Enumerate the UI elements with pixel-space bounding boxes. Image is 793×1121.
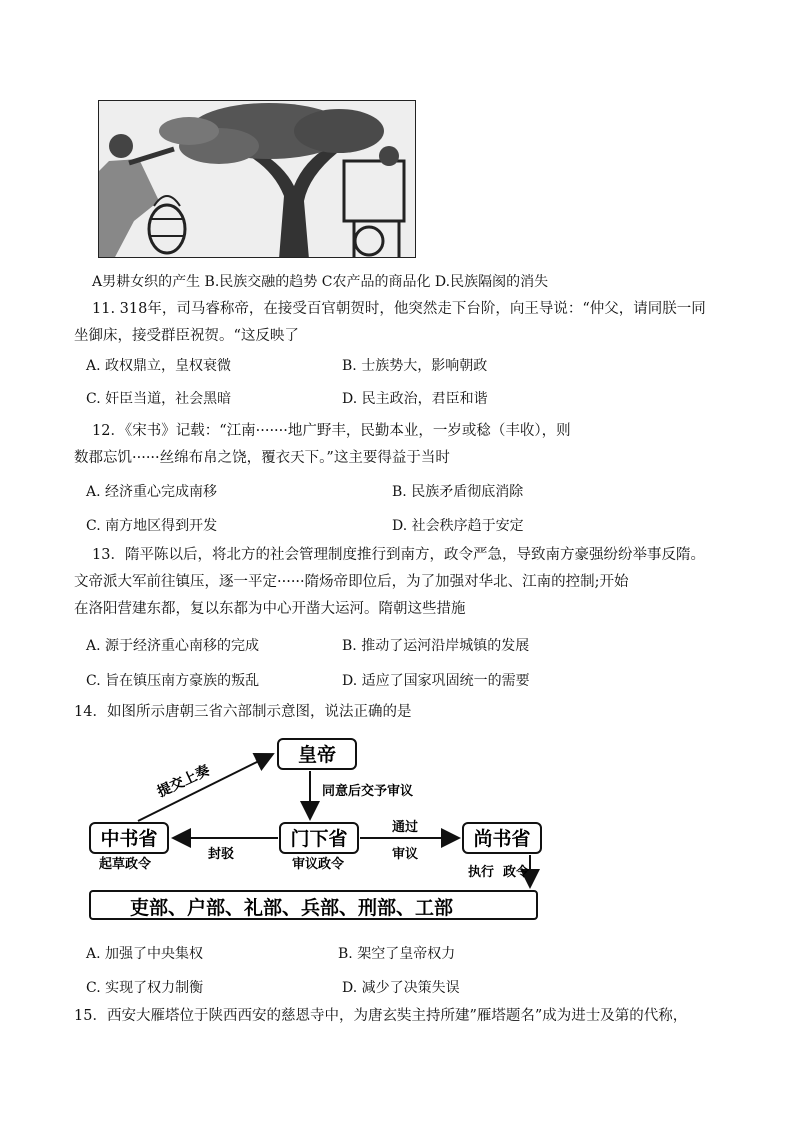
q14-option-c[interactable]: C. 实现了权力制衡 [86, 980, 204, 996]
pass-label-2: 审议 [392, 847, 419, 862]
zhongshu-label: 中书省 [100, 828, 158, 850]
q14-option-a[interactable]: A. 加强了中央集权 [86, 946, 204, 962]
submit-label: 提交上奏 [154, 762, 213, 801]
q13-option-a[interactable]: A. 源于经济重心南移的完成 [86, 638, 260, 654]
q13-option-d[interactable]: D. 适应了国家巩固统一的需要 [342, 673, 530, 689]
q11-option-d[interactable]: D. 民主政治，君臣和谐 [342, 391, 488, 407]
six-ministries-label: 吏部、户部、礼部、兵部、刑部、工部 [130, 897, 454, 919]
approve-label: 同意后交予审议 [322, 784, 414, 799]
pass-label-1: 通过 [392, 820, 419, 835]
q11-option-c[interactable]: C. 奸臣当道，社会黑暗 [86, 391, 232, 407]
q12-stem-line1: 12．《宋书》记载：“江南·······地广野丰，民勤本业，一岁或稔（丰收），则 [92, 423, 571, 439]
q12-option-c[interactable]: C. 南方地区得到开发 [86, 518, 218, 534]
q14-option-d[interactable]: D. 减少了决策失误 [342, 980, 460, 996]
q11-option-b[interactable]: B. 士族势大，影响朝政 [342, 358, 488, 374]
q12-option-d[interactable]: D. 社会秩序趋于安定 [392, 518, 524, 534]
q13-option-c[interactable]: C. 旨在镇压南方豪族的叛乱 [86, 673, 260, 689]
q13-stem-line2: 文帝派大军前往镇压，逐一平定······隋炀帝即位后，为了加强对华北、江南的控制;开始 [74, 574, 629, 590]
q14-option-b[interactable]: B. 架空了皇帝权力 [338, 946, 456, 962]
q12-option-b[interactable]: B. 民族矛盾彻底消除 [392, 484, 524, 500]
q13-stem-line3: 在洛阳营建东都，复以东都为中心开凿大运河。隋朝这些措施 [74, 601, 466, 617]
reject-label: 封驳 [208, 847, 235, 862]
q15-stem-line1: 15．西安大雁塔位于陕西西安的慈恩寺中，为唐玄奘主持所建”雁塔题名”成为进士及第的代称， [74, 1008, 688, 1024]
draft-label: 起草政令 [99, 857, 152, 872]
exec-label-2: 政令 [503, 865, 530, 880]
q14-stem: 14．如图所示唐朝三省六部制示意图，说法正确的是 [74, 704, 412, 720]
review-label: 审议政令 [292, 857, 345, 872]
q13-stem-line1: 13．隋平陈以后，将北方的社会管理制度推行到南方，政令严急，导致南方豪强纷纷举事反隋。 [92, 547, 705, 563]
q11-stem-line2: 坐御床，接受群臣祝贺。“这反映了 [74, 328, 299, 344]
menxia-label: 门下省 [290, 828, 348, 850]
emperor-label: 皇帝 [297, 744, 337, 766]
q11-option-a[interactable]: A. 政权鼎立，皇权衰微 [86, 358, 232, 374]
q10-options: A男耕女织的产生 B.民族交融的趋势 C农产品的商品化 D.民族隔阂的消失 [92, 274, 549, 290]
q11-stem-line1: 11. 318年，司马睿称帝，在接受百官朝贺时，他突然走下台阶，向王导说：“仲父，请同朕一同 [92, 301, 706, 317]
q13-option-b[interactable]: B. 推动了运河沿岸城镇的发展 [342, 638, 530, 654]
q12-option-a[interactable]: A. 经济重心完成南移 [86, 484, 218, 500]
q12-stem-line2: 数郡忘饥······丝绵布帛之饶，覆衣天下。”这主要得益于当时 [74, 450, 450, 466]
shangshu-label: 尚书省 [473, 828, 531, 850]
exec-label-1: 执行 [468, 865, 495, 880]
